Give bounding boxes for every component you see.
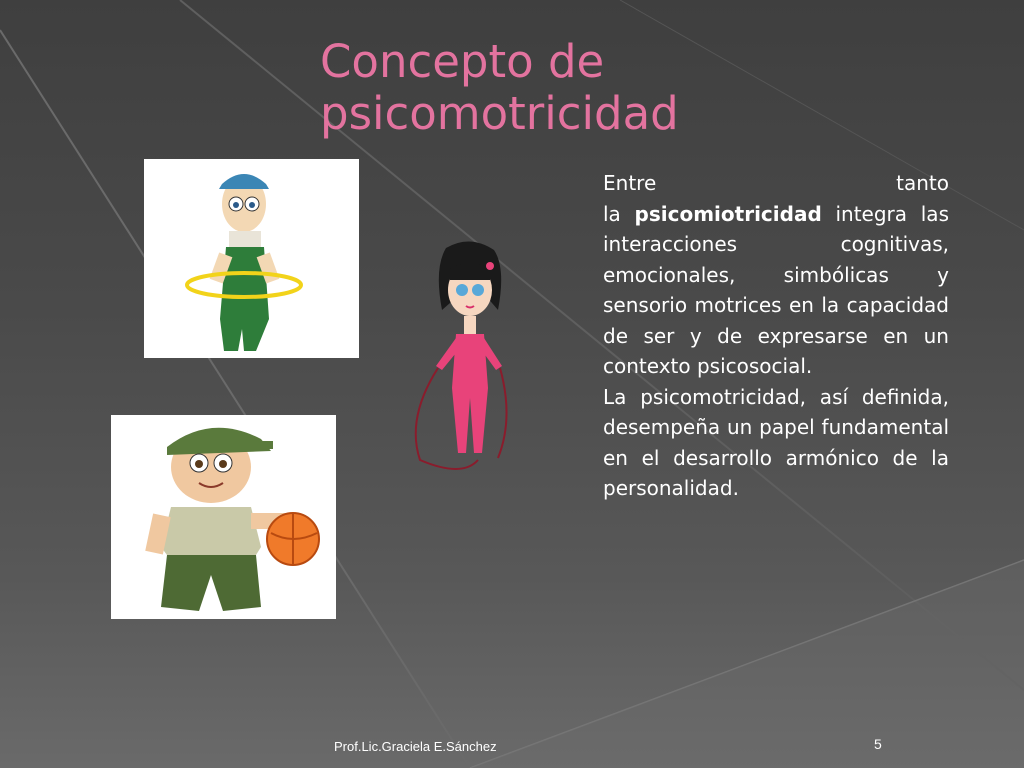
hula-hoop-boy-icon (144, 159, 359, 358)
body-text (603, 168, 949, 504)
body-paragraph-2: La psicomotricidad, así definida, desempeña un papel fundamental en el desarrollo armónico de la personalidad. (603, 384, 949, 500)
hula-hoop-boy-image (144, 159, 359, 358)
title-line-2: psicomotricidad (320, 87, 679, 140)
basketball-boy-image (111, 415, 336, 619)
title-line-1: Concepto de (320, 35, 605, 88)
footer-author: Prof.Lic.Graciela E.Sánchez (334, 739, 497, 754)
body-line-1: Entre tanto (603, 171, 949, 195)
body-keyword: psicomiotricidad (634, 201, 822, 226)
body-line-3: integra las interacciones cognitivas, emocionales, simbólicas y sensorio motrices en la capacidad de ser y de expresarse en un contexto psicosocial. (603, 201, 949, 378)
body-line-2: la (603, 201, 621, 226)
slide-title (320, 36, 920, 140)
basketball-boy-icon (111, 415, 336, 619)
jump-rope-girl-icon (402, 238, 520, 478)
jump-rope-girl-image (402, 238, 520, 478)
body-paragraph-1 (603, 199, 949, 382)
page-number: 5 (874, 736, 882, 752)
